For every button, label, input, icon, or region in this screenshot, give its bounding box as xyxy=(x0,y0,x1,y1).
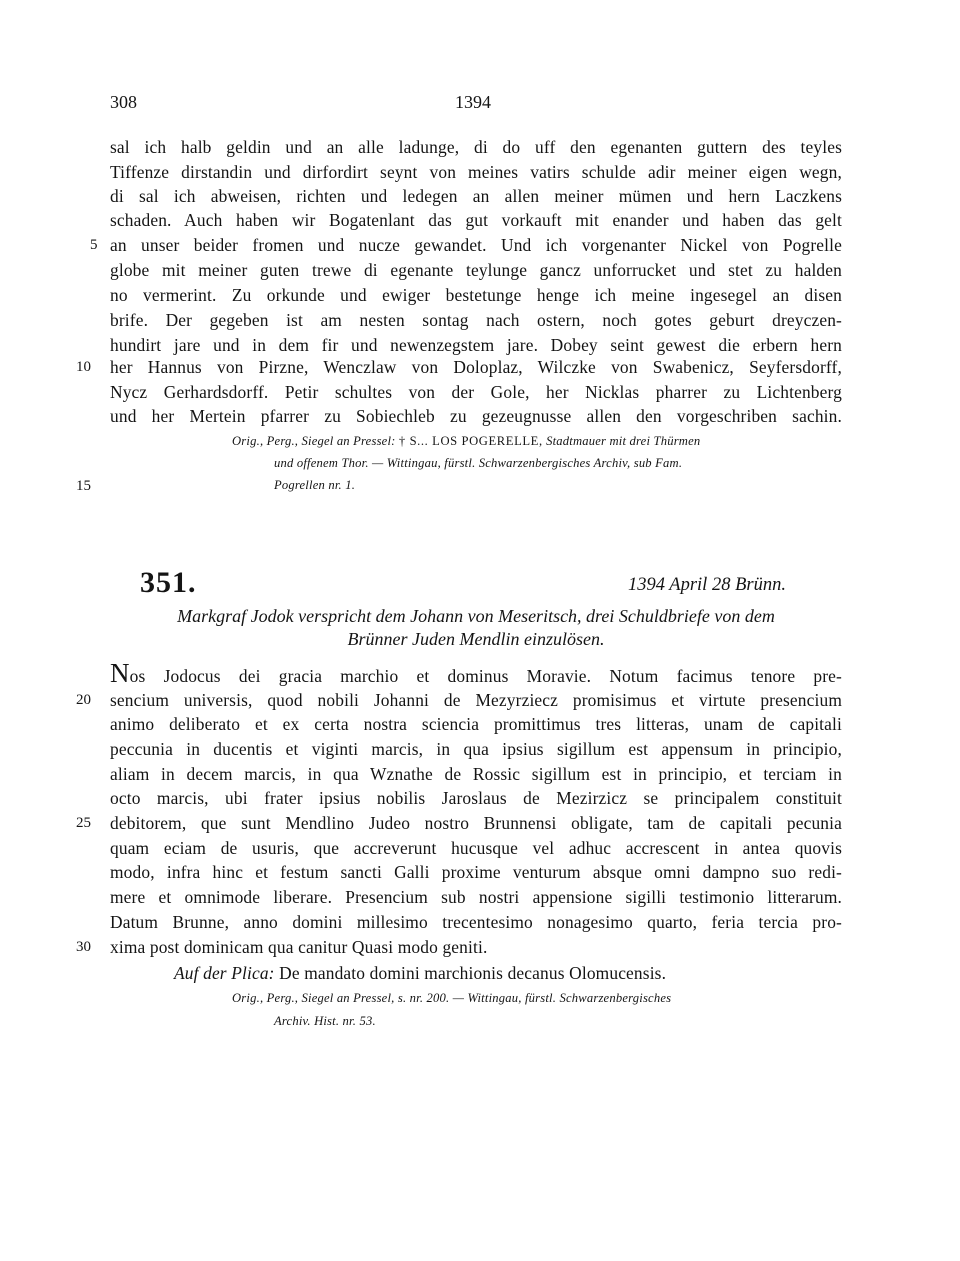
text-line: brife. Der gegeben ist am nesten sontag nach ostern, noch gotes geburt dreyczen- xyxy=(110,310,842,330)
text-line: mere et omnimode liberare. Presencium sub nostri appensione sigilli testimonio litterarum. xyxy=(110,887,842,907)
plica-label: Auf der Plica: xyxy=(174,963,275,983)
charter-title-line: Markgraf Jodok verspricht dem Johann von Meseritsch, drei Schuldbriefe von dem xyxy=(177,606,775,626)
source-note-line: und offenem Thor. — Wittingau, fürstl. Schwarzenbergisches Archiv, sub Fam. xyxy=(274,456,683,470)
text-line: aliam in decem marcis, in qua Wznathe de Rossic sigillum est in principio, et terciam in xyxy=(110,764,842,784)
page-number: 308 xyxy=(110,92,137,112)
text-line: schaden. Auch haben wir Bogatenlant das gut vorkauft mit enander und haben das gelt xyxy=(110,210,842,230)
line-number: 5 xyxy=(90,237,98,253)
text-line: sencium universis, quod nobili Johanni de Mezyrziecz promisimus et virtute presencium xyxy=(110,690,842,710)
source-note-line: Archiv. Hist. nr. 53. xyxy=(274,1014,376,1028)
source-note-line: Pogrellen nr. 1. xyxy=(274,478,356,492)
source-note-line xyxy=(232,430,700,452)
seal-legend: † S... LOS POGERELLE, xyxy=(398,434,543,448)
text-line: sal ich halb geldin und an alle ladunge, di do uff den egenanten guttern des teyles xyxy=(110,137,842,157)
text-line: di sal ich abweisen, richten und ledegen an allen meiner mümen und hern Laczkens xyxy=(110,186,842,206)
text-line: quam eciam de usuris, que accreverunt hucusque vel adhuc accrescent in antea quovis xyxy=(110,838,842,858)
running-head-year: 1394 xyxy=(455,92,491,112)
text-line-rest: os Jodocus dei gracia marchio et dominus Moravie. Notum facimus tenore pre- xyxy=(129,666,842,686)
charter-title-line: Brünner Juden Mendlin einzulösen. xyxy=(347,629,605,649)
source-note-part: Stadtmauer mit drei Thürmen xyxy=(546,434,701,448)
initial-letter: N xyxy=(110,658,130,688)
text-line: Datum Brunne, anno domini millesimo trecentesimo nonagesimo quarto, feria tercia pro- xyxy=(110,912,842,932)
plica-text: De mandato domini marchionis decanus Olomucensis. xyxy=(279,963,667,983)
text-line: no vermerint. Zu orkunde und ewiger bestetunge henge ich meine ingesegel an disen xyxy=(110,285,842,305)
text-line: globe mit meiner guten trewe di egenante teylunge gancz unforrucket und stet zu halden xyxy=(110,260,842,280)
charter-date: 1394 April 28 Brünn. xyxy=(628,575,786,595)
charter-number: 351. xyxy=(140,566,197,599)
source-note-part: Orig., Perg., Siegel an Pressel: xyxy=(232,434,396,448)
text-line: und her Mertein pfarrer zu Sobiechleb zu gezeugnusse allen den vorgeschriben sachin. xyxy=(110,406,842,426)
text-line xyxy=(110,658,842,688)
text-line: animo deliberato et ex certa nostra sciencia promittimus tres litteras, unam de capitali xyxy=(110,714,842,734)
plica-line xyxy=(174,961,794,985)
line-number: 15 xyxy=(76,478,91,494)
source-note-line: Orig., Perg., Siegel an Pressel, s. nr. 200. — Wittingau, fürstl. Schwarzenbergisches xyxy=(232,991,672,1005)
text-line: xima post dominicam qua canitur Quasi modo geniti. xyxy=(110,937,488,957)
line-number: 30 xyxy=(76,939,91,955)
text-line: Tiffenze dirstandin und dirfordirt seynt von meines vatirs schulde adir meiner eigen wegn, xyxy=(110,162,842,182)
text-line: debitorem, que sunt Mendlino Judeo nostro Brunnensi obligate, tam de capitali pecunia xyxy=(110,813,842,833)
text-line: peccunia in ducentis et viginti marcis, in qua ipsius sigillum est appensum in principio, xyxy=(110,739,842,759)
text-line: Nycz Gerhardsdorff. Petir schultes von der Gole, her Nicklas pharrer zu Lichtenberg xyxy=(110,382,842,402)
text-line: hundirt jare und in dem fir und newenzegstem jare. Dobey seint gewest die erbern hern xyxy=(110,335,842,355)
line-number: 25 xyxy=(76,815,91,831)
line-number: 10 xyxy=(76,359,91,375)
text-line: an unser beider fromen und nucze gewandet. Und ich vorgenanter Nickel von Pogrelle xyxy=(110,235,842,255)
line-number: 20 xyxy=(76,692,91,708)
text-line: her Hannus von Pirzne, Wenczlaw von Doloplaz, Wilczke von Swabenicz, Seyfersdorff, xyxy=(110,357,842,377)
text-line: octo marcis, ubi frater ipsius nobilis Jaroslaus de Mezirzicz se principalem constituit xyxy=(110,788,842,808)
text-line: modo, infra hinc et festum sancti Galli proxime venturum absque omni dampno suo redi- xyxy=(110,862,842,882)
